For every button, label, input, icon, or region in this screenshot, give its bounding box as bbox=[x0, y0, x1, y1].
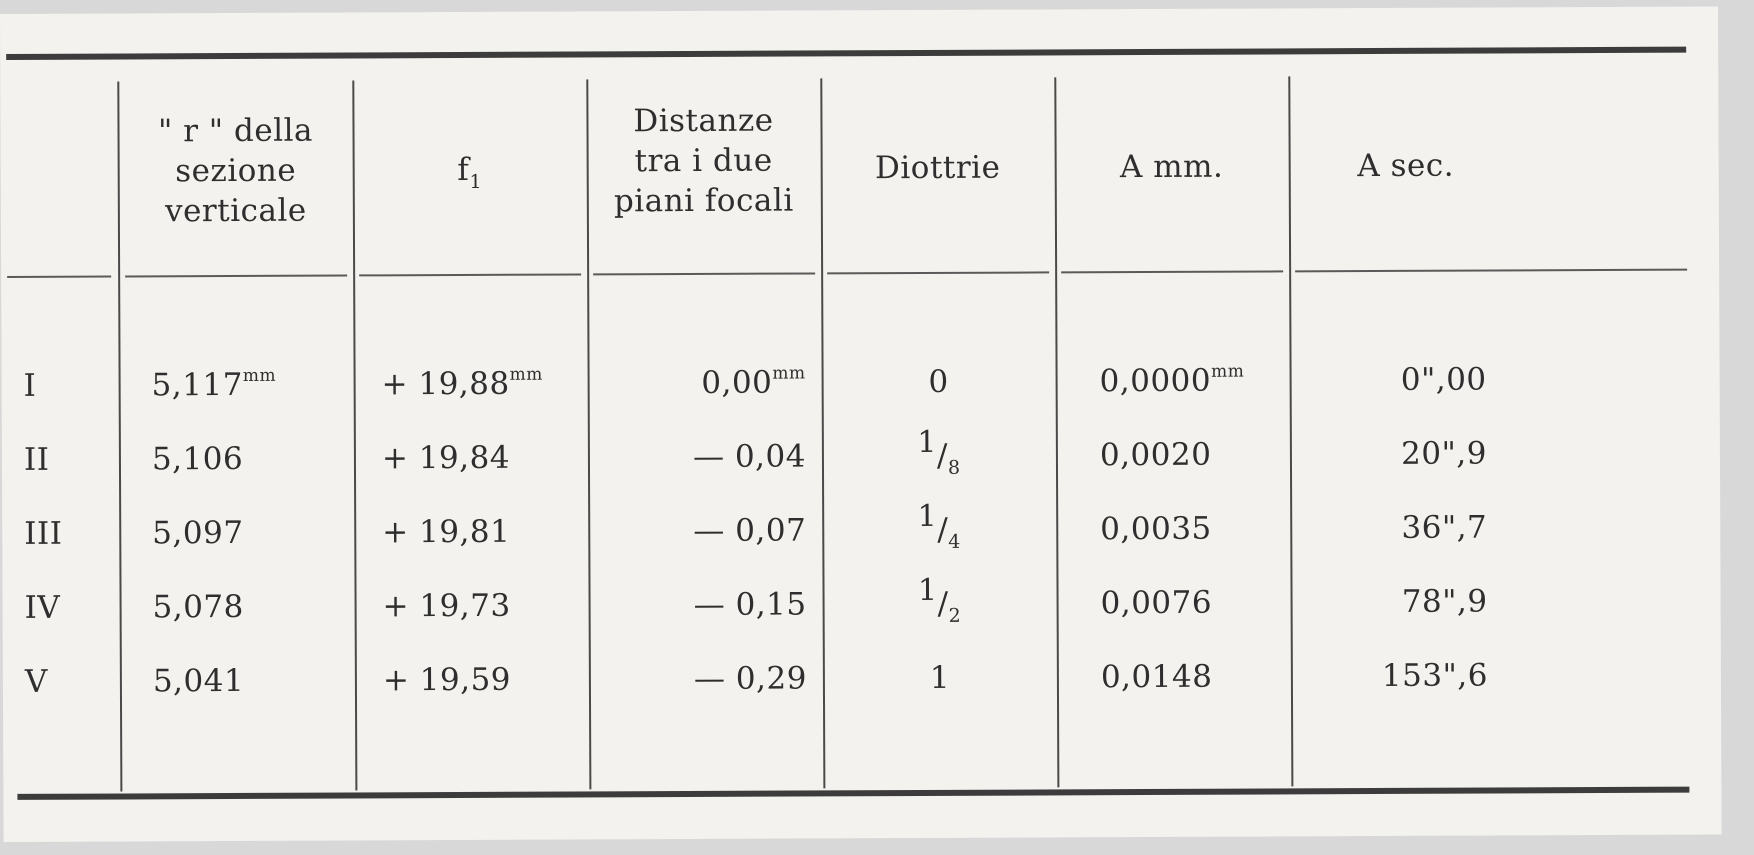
cell-a-sec bbox=[1302, 582, 1487, 623]
cell-value: 0,0035 bbox=[1100, 510, 1212, 548]
cell-diottrie bbox=[828, 498, 1050, 553]
cell-roman bbox=[24, 514, 94, 554]
column-divider bbox=[352, 80, 357, 790]
cell-value: — 0,15 bbox=[693, 586, 807, 623]
cell-a-sec bbox=[1302, 508, 1487, 549]
header-underline bbox=[359, 273, 581, 276]
header-a-sec bbox=[1295, 145, 1517, 186]
header-r-line: sezione bbox=[175, 152, 297, 190]
cell-dist bbox=[616, 436, 806, 477]
cell-value: 5,117 bbox=[151, 366, 243, 404]
header-r bbox=[124, 110, 347, 231]
cell-dist bbox=[616, 584, 806, 625]
cell-value: II bbox=[23, 441, 50, 478]
cell-value: — 0,07 bbox=[693, 512, 807, 549]
cell-value: + 19,88 bbox=[381, 365, 510, 403]
cell-r bbox=[152, 439, 342, 480]
cell-value: 0,0020 bbox=[1099, 436, 1212, 474]
cell-r bbox=[153, 587, 343, 628]
cell-value: III bbox=[24, 515, 63, 552]
cell-diottrie bbox=[828, 361, 1050, 402]
fraction-numerator: 1 bbox=[917, 572, 938, 609]
cell-value: 0,00 bbox=[701, 364, 773, 401]
cell-dist bbox=[616, 362, 806, 403]
cell-f1 bbox=[382, 363, 582, 404]
header-distanze bbox=[592, 100, 815, 221]
cell-dist bbox=[616, 510, 806, 551]
header-a-mm bbox=[1061, 146, 1283, 187]
cell-f1 bbox=[382, 511, 582, 552]
cell-value: 0",00 bbox=[1400, 361, 1487, 398]
cell-r bbox=[153, 661, 343, 702]
fraction-denominator: 2 bbox=[948, 604, 962, 627]
cell-a-sec bbox=[1302, 434, 1487, 475]
bottom-rule bbox=[17, 787, 1689, 800]
header-diottrie bbox=[827, 147, 1049, 188]
cell-value: 0,0076 bbox=[1100, 584, 1213, 622]
cell-roman bbox=[24, 440, 94, 480]
unit-superscript: mm bbox=[242, 365, 277, 386]
cell-value: 153",6 bbox=[1381, 657, 1488, 694]
header-distanze-line: piani focali bbox=[613, 182, 794, 220]
header-f1-subscript: 1 bbox=[469, 170, 483, 193]
fraction-slash: / bbox=[937, 585, 949, 622]
header-underline bbox=[827, 271, 1049, 274]
header-diottrie-label: Diottrie bbox=[874, 149, 1001, 187]
header-a-mm-label: A mm. bbox=[1119, 148, 1224, 186]
header-distanze-line: Distanze bbox=[633, 102, 774, 140]
cell-value: + 19,73 bbox=[382, 587, 511, 625]
cell-roman bbox=[25, 588, 95, 628]
cell-value: 5,097 bbox=[152, 514, 244, 552]
column-divider bbox=[117, 81, 122, 791]
column-divider bbox=[820, 78, 825, 788]
cell-a-mm bbox=[1100, 582, 1300, 623]
cell-value: — 0,29 bbox=[693, 660, 807, 697]
header-underline bbox=[1061, 270, 1283, 273]
unit-superscript: mm bbox=[509, 364, 543, 385]
fraction-numerator: 1 bbox=[917, 424, 937, 461]
fraction-denominator: 4 bbox=[948, 530, 961, 553]
cell-roman bbox=[25, 662, 95, 702]
cell-a-mm bbox=[1100, 434, 1300, 475]
cell-value: 5,106 bbox=[151, 440, 244, 478]
header-f1-base: f bbox=[457, 151, 470, 189]
header-underline bbox=[1295, 269, 1687, 273]
column-divider bbox=[586, 79, 591, 789]
cell-value: — 0,04 bbox=[692, 438, 807, 475]
header-underline bbox=[125, 274, 347, 277]
cell-value: V bbox=[24, 663, 48, 700]
fraction-numerator: 1 bbox=[917, 498, 938, 535]
cell-value: 0,0000 bbox=[1099, 362, 1212, 400]
cell-diottrie bbox=[828, 424, 1050, 479]
cell-diottrie bbox=[828, 572, 1050, 627]
unit-superscript: mm bbox=[1211, 361, 1245, 382]
header-a-sec-label: A sec. bbox=[1357, 147, 1455, 185]
cell-value: + 19,84 bbox=[381, 439, 511, 477]
cell-value: IV bbox=[24, 589, 61, 626]
header-underline bbox=[7, 276, 111, 278]
cell-f1 bbox=[383, 659, 583, 700]
column-divider bbox=[1054, 77, 1059, 787]
cell-value: 0 bbox=[928, 363, 949, 400]
cell-f1 bbox=[383, 585, 583, 626]
cell-a-mm bbox=[1100, 360, 1300, 401]
fraction-slash: / bbox=[937, 511, 949, 548]
unit-superscript: mm bbox=[772, 363, 806, 384]
document-page bbox=[0, 7, 1722, 842]
cell-value: 5,078 bbox=[152, 588, 244, 626]
cell-r bbox=[152, 513, 342, 554]
fraction-slash: / bbox=[936, 437, 948, 474]
cell-a-sec bbox=[1302, 360, 1487, 401]
cell-r bbox=[152, 365, 342, 406]
cell-value: 5,041 bbox=[152, 662, 245, 700]
cell-value: 36",7 bbox=[1401, 509, 1488, 546]
cell-value: I bbox=[23, 367, 37, 404]
cell-a-mm bbox=[1101, 656, 1301, 697]
header-distanze-line: tra i due bbox=[634, 142, 773, 180]
cell-value: + 19,81 bbox=[382, 513, 511, 551]
header-r-line: verticale bbox=[164, 192, 307, 230]
header-underline bbox=[593, 272, 815, 275]
fraction-denominator: 8 bbox=[947, 456, 961, 479]
cell-value: + 19,59 bbox=[382, 661, 512, 699]
cell-a-mm bbox=[1100, 508, 1300, 549]
cell-value: 1 bbox=[929, 659, 951, 696]
cell-dist bbox=[617, 658, 807, 699]
header-r-line: " r " della bbox=[157, 112, 314, 150]
header-f1 bbox=[359, 149, 581, 193]
cell-value: 20",9 bbox=[1401, 435, 1488, 472]
cell-roman bbox=[24, 366, 94, 406]
cell-value: 0,0148 bbox=[1100, 658, 1213, 696]
cell-f1 bbox=[382, 437, 582, 478]
top-rule bbox=[6, 47, 1686, 60]
cell-diottrie bbox=[829, 657, 1051, 698]
cell-a-sec bbox=[1303, 656, 1488, 697]
cell-value: 78",9 bbox=[1401, 583, 1488, 620]
